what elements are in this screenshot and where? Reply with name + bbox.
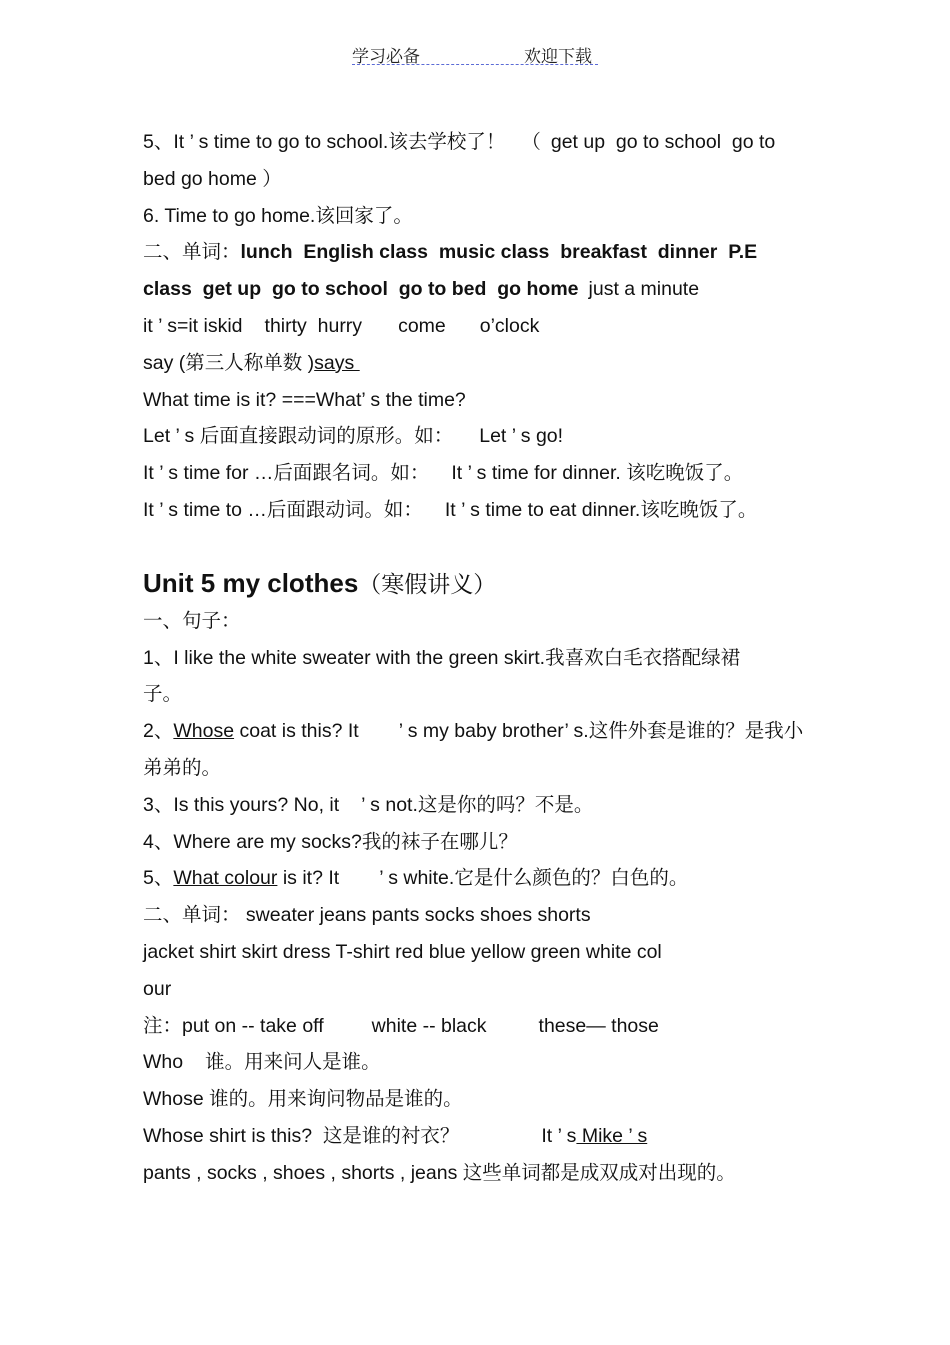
text-line [143,1118,813,1155]
text-span: just a minute [588,278,700,301]
text-span: It ’ s [541,1124,577,1147]
text-line [143,1008,813,1045]
text-span: say (第三人称单数 ) [143,351,315,374]
text-line [143,308,813,345]
text-span: Let ’ s 后面直接跟动词的原形。如： [143,425,454,448]
text-line: pants , socks , shoes , shorts , jeans 这些单词都是成双成对出现的。 [143,1161,736,1184]
text-span: thirty hurry [264,314,363,337]
text-line: 一、句子： [143,609,241,632]
text-line [143,787,813,824]
underlined-word: Mike ’ s [576,1124,648,1147]
text-line: Whose 谁的。用来询问物品是谁的。 [143,1088,463,1111]
header-right-text: 欢迎下载 [524,47,592,66]
text-span: 二、单词： [143,241,241,264]
text-span: 它是什么颜色的？白色的。 [454,867,689,890]
text-span: It ’ s time for …后面跟名词。如： [143,462,430,485]
text-span: come [398,314,446,337]
text-line: What time is it? ===What’ s the time? [143,388,466,411]
text-span: 该去学校了！ [388,131,506,153]
text-span: white -- black [371,1014,487,1037]
vocab-words: class get up go to school go to bed go home [143,278,579,301]
text-span: kid [217,314,243,337]
text-line: 二、单词： sweater jeans pants socks shoes shorts [143,904,591,927]
text-line: 1、I like the white sweater with the green skirt.我喜欢白毛衣搭配绿裙 [143,646,741,669]
text-line [143,492,813,529]
header-left-text: 学习必备 [352,47,420,66]
text-span: get up go to school go to [550,131,776,153]
text-line: bed go home ） [143,167,282,190]
text-span: o’clock [479,314,540,337]
text-span: 5、 [143,867,174,890]
text-line [143,713,813,750]
text-line: 6. Time to go home.该回家了。 [143,204,413,227]
text-span: 这件外套是谁的？是我小 [588,720,804,743]
text-span: ’ s white. [379,867,455,890]
underlined-word: says [314,351,360,374]
text-span: 5、It ’ s time to go to school. [143,131,389,153]
document-body [143,124,813,1192]
underlined-word: Whose [173,720,235,743]
text-span: these— those [538,1014,659,1037]
text-line: 4、Where are my socks?我的袜子在哪儿？ [143,830,518,853]
text-line [143,345,813,382]
unit-title [143,563,813,603]
text-line: 子。 [143,683,183,706]
text-span: 谁。用来问人是谁。 [205,1051,381,1074]
text-span: Let ’ s go! [479,425,564,448]
text-line [143,271,813,308]
text-span: It ’ s time to …后面跟动词。如： [143,498,423,521]
underlined-word: What colour [173,867,278,890]
text-span: Who [143,1051,184,1074]
text-span: 3、Is this yours? No, it [143,793,340,816]
text-span: （ [521,131,541,153]
text-span: coat is this? It [234,720,359,743]
text-span: ’ s my baby brother’ s. [398,720,589,743]
page-header [352,40,598,65]
text-span: ’ s not. [361,793,418,816]
text-span: is it? It [277,867,340,890]
text-line [143,860,813,897]
text-span: 注：put on -- take off [143,1014,324,1037]
vocab-words: lunch English class music class breakfast dinner P.E [240,241,758,264]
text-line [143,1044,813,1081]
text-line [143,234,813,271]
unit-title-text: Unit 5 my clothes [143,567,359,598]
text-line: 弟弟的。 [143,756,222,779]
unit-subtitle: （寒假讲义） [358,570,497,597]
text-span: It ’ s time for dinner. 该吃晚饭了。 [451,462,744,485]
text-line [143,124,813,161]
text-line [143,455,813,492]
text-span: it ’ s=it is [143,314,218,337]
text-line: our [143,977,172,1000]
text-line: jacket shirt skirt dress T-shirt red blue yellow green white col [143,940,662,963]
text-line [143,418,813,455]
text-span: 2、 [143,720,174,743]
text-span: It ’ s time to eat dinner.该吃晚饭了。 [444,498,758,521]
text-span: Whose shirt is this? 这是谁的衬衣？ [143,1124,460,1147]
text-span: 这是你的吗？不是。 [417,793,594,816]
